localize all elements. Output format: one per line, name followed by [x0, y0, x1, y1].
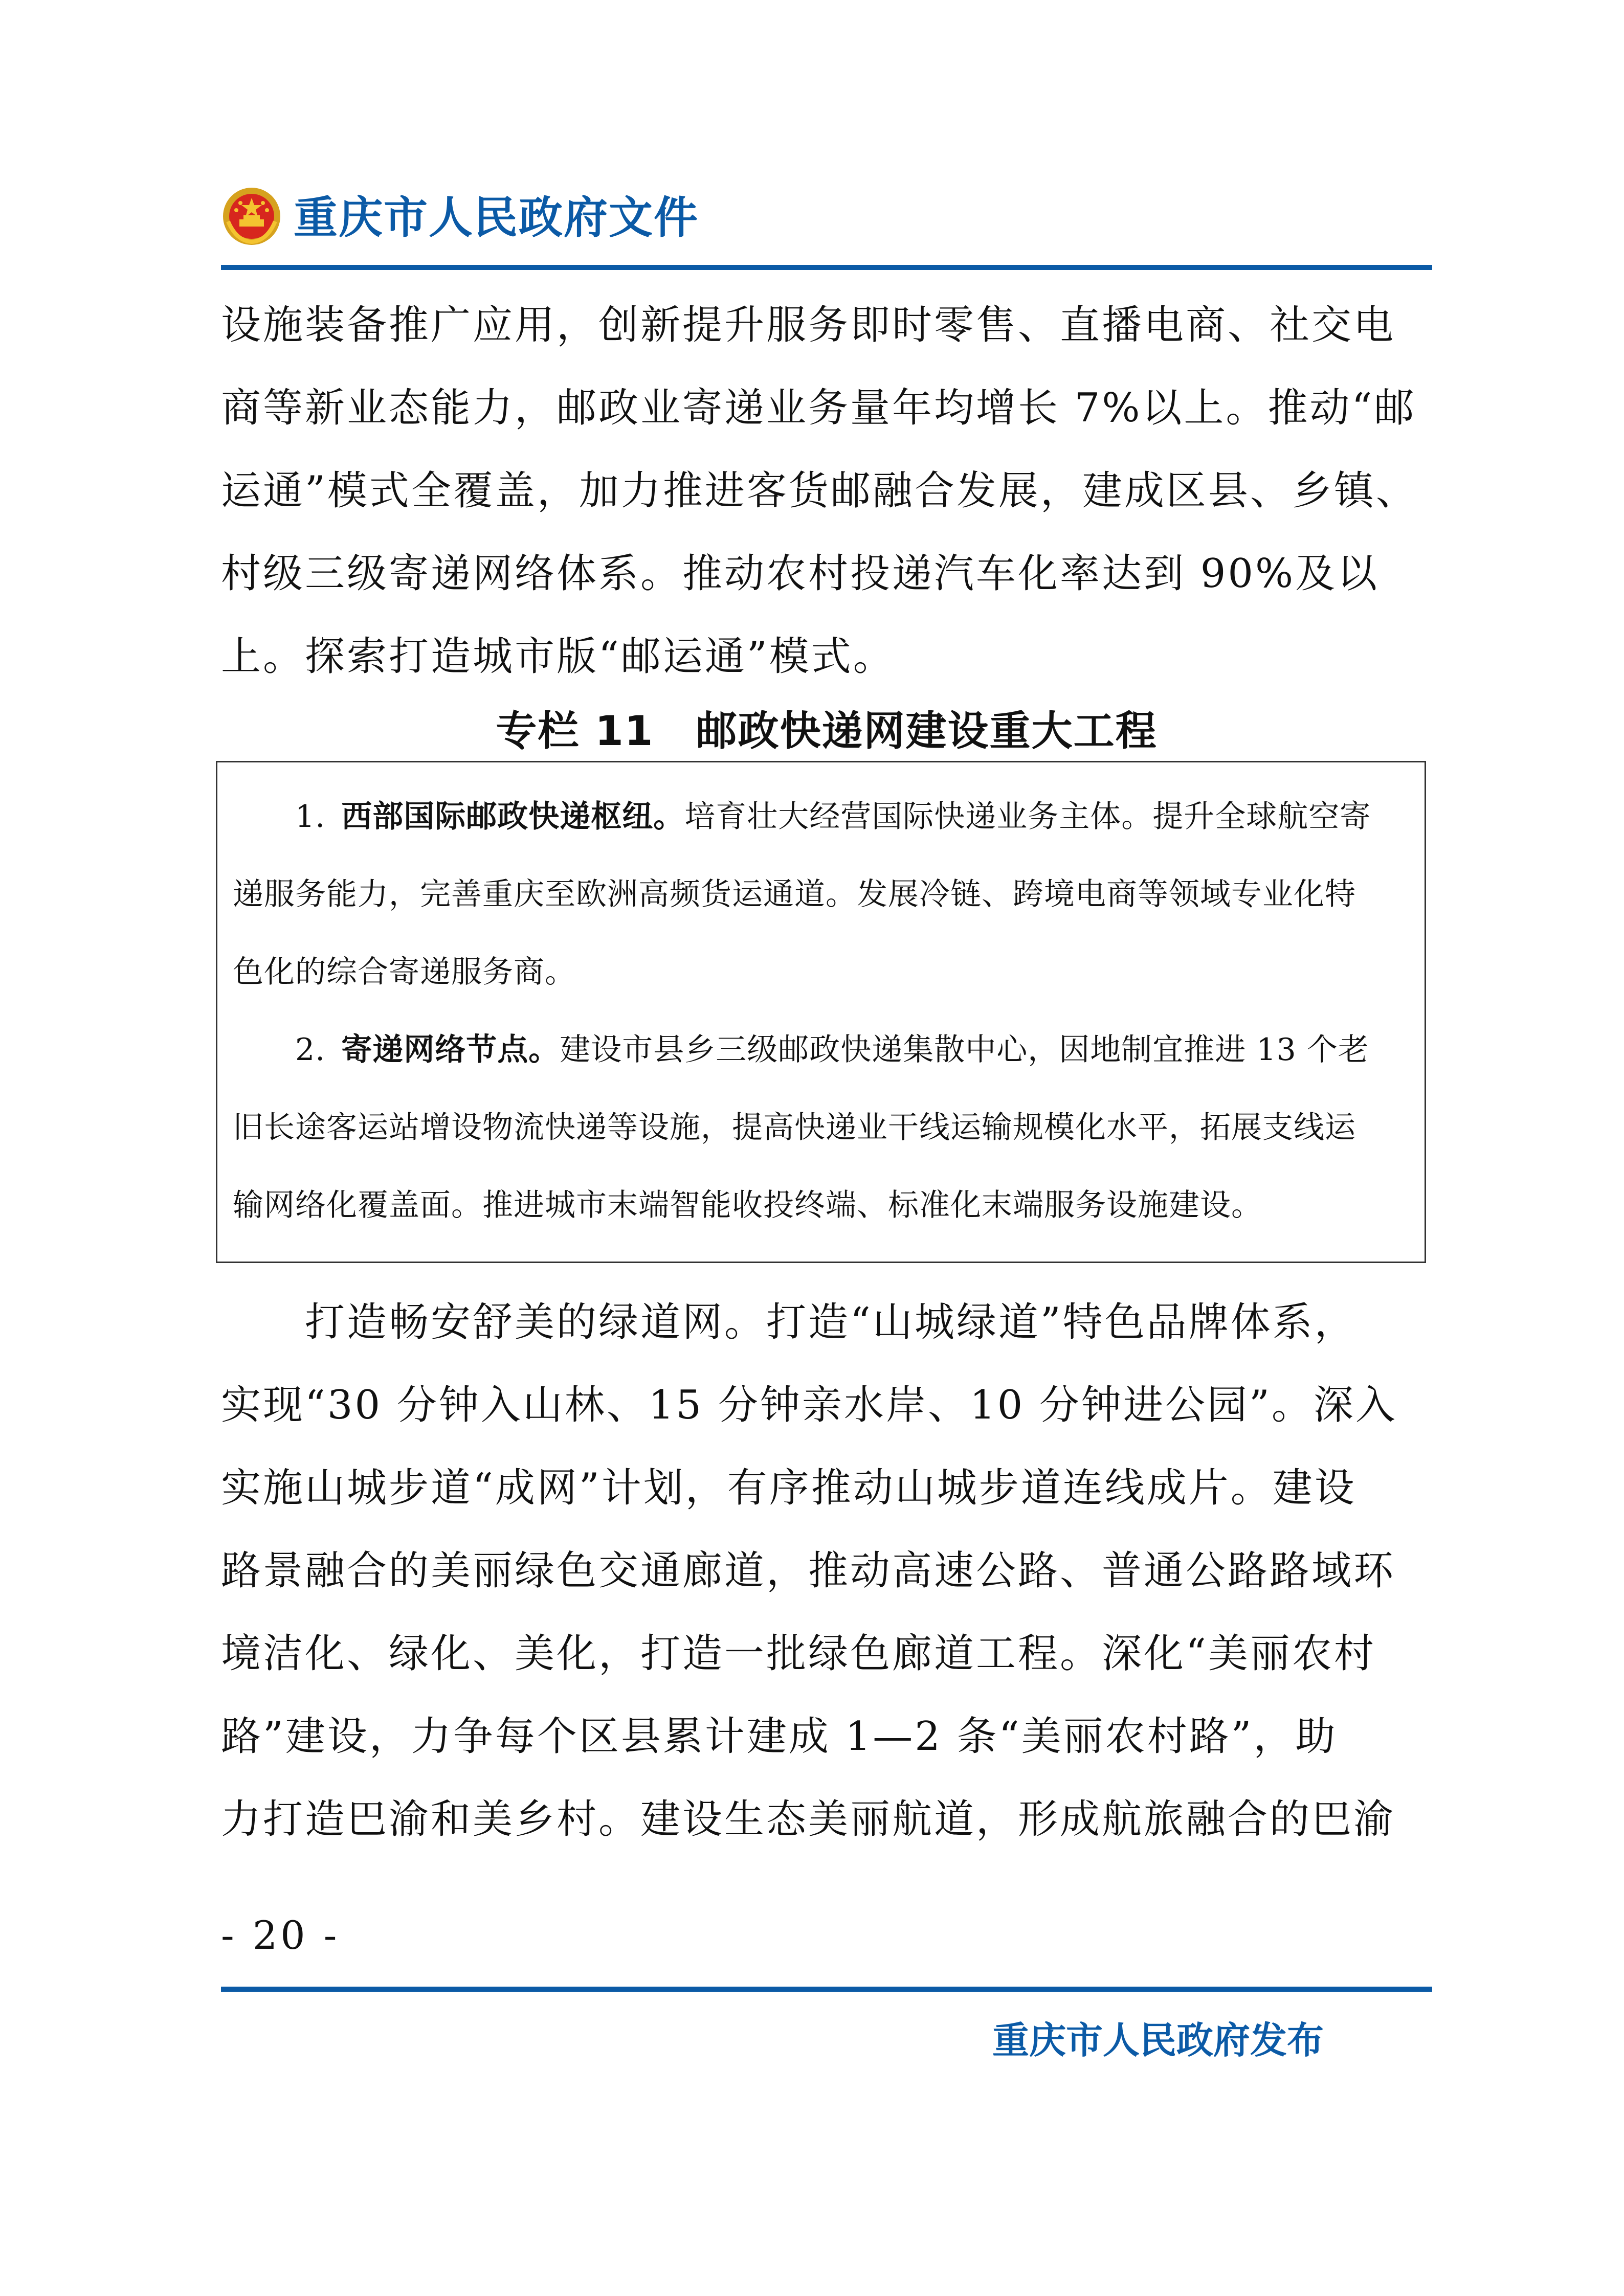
page-number: - 20 - — [221, 1912, 340, 1958]
footer-divider — [221, 1987, 1432, 1992]
feature-item-1-line-2: 递服务能力，完善重庆至欧洲高频货运通道。发展冷链、跨境电商等领域专业化特 — [233, 876, 1356, 912]
feature-item-1-line-3: 色化的综合寄递服务商。 — [233, 954, 576, 990]
feature-item-2-line-2: 旧长途客运站增设物流快递等设施，提高快递业干线运输规模化水平，拓展支线运 — [233, 1110, 1356, 1145]
greenway-line-3: 实施山城步道“成网”计划，有序推动山城步道连线成片。建设 — [221, 1465, 1356, 1511]
greenway-line-5: 境洁化、绿化、美化，打造一批绿色廊道工程。深化“美丽农村 — [221, 1631, 1376, 1677]
feature-item-1-heading: 西部国际邮政快递枢纽。 — [341, 799, 685, 835]
header-divider — [221, 265, 1432, 270]
greenway-line-2: 实现“30 分钟入山林、15 分钟亲水岸、10 分钟进公园”。深入 — [221, 1382, 1397, 1428]
feature-box — [216, 761, 1426, 1263]
feature-box-title: 专栏 11 邮政快递网建设重大工程 — [496, 707, 1158, 755]
greenway-paragraph — [221, 1281, 1432, 1861]
header-title: 重庆市人民政府文件 — [294, 192, 699, 243]
document-header — [221, 176, 1432, 268]
intro-line-2: 商等新业态能力，邮政业寄递业务量年均增长 7%以上。推动“邮 — [221, 385, 1416, 431]
intro-line-3: 运通”模式全覆盖，加力推进客货邮融合发展，建成区县、乡镇、 — [221, 468, 1418, 514]
intro-line-1: 设施装备推广应用，创新提升服务即时零售、直播电商、社交电 — [221, 302, 1396, 348]
feature-item-2-text: 建设市县乡三级邮政快递集散中心，因地制宜推进 13 个老 — [560, 1032, 1369, 1068]
feature-item-1-number: 1. — [295, 799, 326, 835]
feature-item-2-heading: 寄递网络节点。 — [341, 1032, 560, 1068]
greenway-line-6: 路”建设，力争每个区县累计建成 1—2 条“美丽农村路”，助 — [221, 1714, 1338, 1760]
feature-item-2 — [233, 1011, 1409, 1244]
intro-paragraph — [221, 284, 1432, 698]
intro-line-5: 上。探索打造城市版“邮运通”模式。 — [221, 634, 895, 680]
greenway-line-7: 力打造巴渝和美乡村。建设生态美丽航道，形成航旅融合的巴渝 — [221, 1796, 1396, 1842]
feature-item-2-number: 2. — [295, 1032, 326, 1068]
greenway-line-1: 打造畅安舒美的绿道网。打造“山城绿道”特色品牌体系， — [221, 1299, 1356, 1345]
feature-item-2-line-3: 输网络化覆盖面。推进城市末端智能收投终端、标准化末端服务设施建设。 — [233, 1187, 1262, 1223]
greenway-line-4: 路景融合的美丽绿色交通廊道，推动高速公路、普通公路路域环 — [221, 1548, 1396, 1594]
feature-item-1-text: 培育壮大经营国际快递业务主体。提升全球航空寄 — [684, 799, 1371, 835]
national-emblem-icon — [221, 186, 282, 247]
footer-publisher: 重庆市人民政府发布 — [992, 2019, 1324, 2062]
feature-item-1 — [233, 778, 1409, 1011]
intro-line-4: 村级三级寄递网络体系。推动农村投递汽车化率达到 90%及以 — [221, 551, 1380, 597]
